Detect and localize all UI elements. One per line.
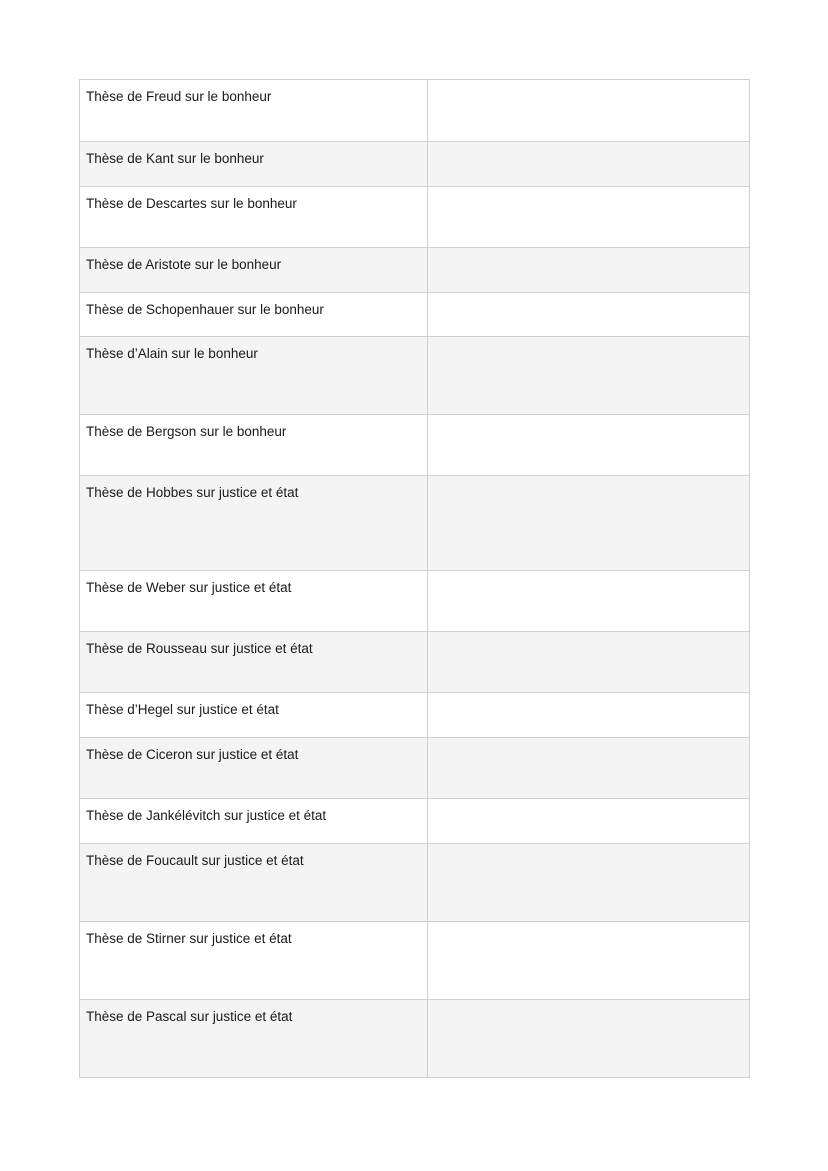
row-label: Thèse d’Alain sur le bonheur [80, 337, 428, 415]
row-answer-cell[interactable] [428, 142, 750, 187]
row-label: Thèse de Jankélévitch sur justice et état [80, 799, 428, 844]
row-label: Thèse de Freud sur le bonheur [80, 80, 428, 142]
row-label: Thèse de Schopenhauer sur le bonheur [80, 293, 428, 337]
thesis-table [79, 79, 750, 1078]
table-row [80, 293, 750, 337]
row-answer-cell[interactable] [428, 571, 750, 632]
table-row [80, 571, 750, 632]
row-label: Thèse de Aristote sur le bonheur [80, 248, 428, 293]
thesis-table-body [80, 80, 750, 1078]
table-row [80, 248, 750, 293]
table-row [80, 337, 750, 415]
table-row [80, 1000, 750, 1078]
table-row [80, 693, 750, 738]
row-answer-cell[interactable] [428, 80, 750, 142]
row-answer-cell[interactable] [428, 415, 750, 476]
row-answer-cell[interactable] [428, 337, 750, 415]
table-row [80, 844, 750, 922]
row-label: Thèse de Rousseau sur justice et état [80, 632, 428, 693]
row-label: Thèse de Bergson sur le bonheur [80, 415, 428, 476]
row-label: Thèse de Descartes sur le bonheur [80, 187, 428, 248]
table-row [80, 922, 750, 1000]
row-answer-cell[interactable] [428, 632, 750, 693]
row-answer-cell[interactable] [428, 476, 750, 571]
row-answer-cell[interactable] [428, 248, 750, 293]
table-row [80, 632, 750, 693]
row-answer-cell[interactable] [428, 693, 750, 738]
row-label: Thèse de Hobbes sur justice et état [80, 476, 428, 571]
table-row [80, 187, 750, 248]
row-label: Thèse de Foucault sur justice et état [80, 844, 428, 922]
row-answer-cell[interactable] [428, 1000, 750, 1078]
row-answer-cell[interactable] [428, 922, 750, 1000]
row-label: Thèse d’Hegel sur justice et état [80, 693, 428, 738]
row-label: Thèse de Stirner sur justice et état [80, 922, 428, 1000]
table-row [80, 80, 750, 142]
row-label: Thèse de Pascal sur justice et état [80, 1000, 428, 1078]
table-row [80, 415, 750, 476]
row-answer-cell[interactable] [428, 187, 750, 248]
row-answer-cell[interactable] [428, 844, 750, 922]
row-answer-cell[interactable] [428, 738, 750, 799]
table-row [80, 799, 750, 844]
table-row [80, 738, 750, 799]
row-answer-cell[interactable] [428, 799, 750, 844]
table-row [80, 476, 750, 571]
row-label: Thèse de Ciceron sur justice et état [80, 738, 428, 799]
row-answer-cell[interactable] [428, 293, 750, 337]
row-label: Thèse de Kant sur le bonheur [80, 142, 428, 187]
table-row [80, 142, 750, 187]
row-label: Thèse de Weber sur justice et état [80, 571, 428, 632]
